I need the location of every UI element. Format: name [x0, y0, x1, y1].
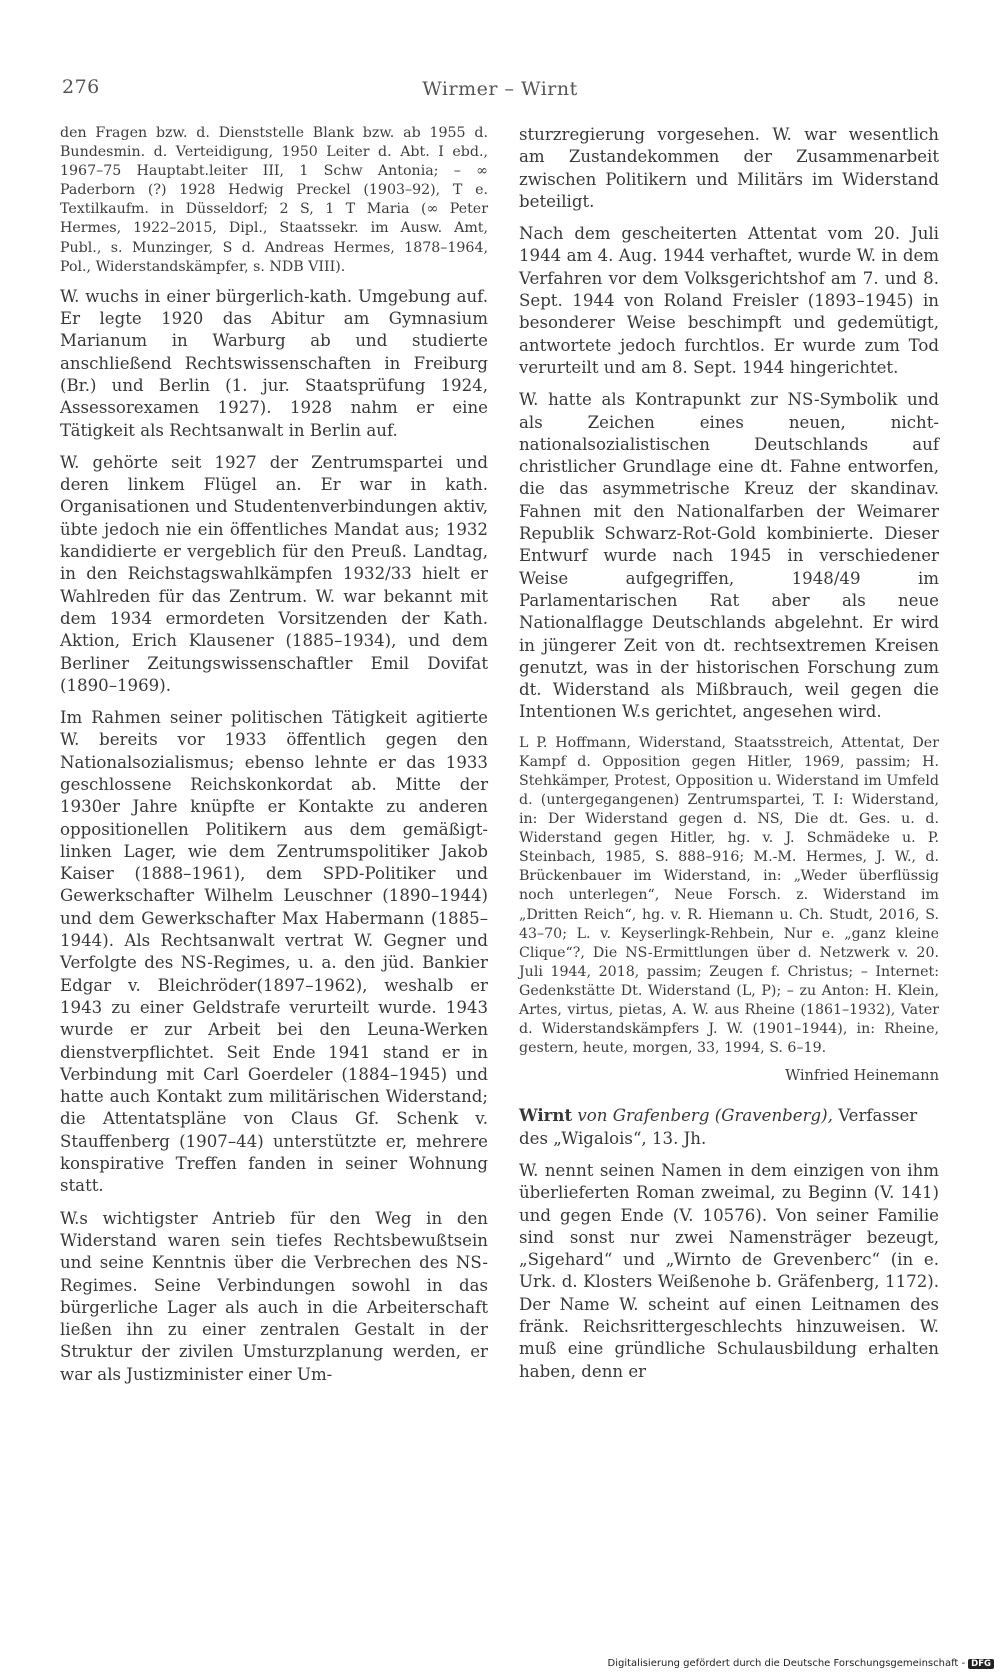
paragraph-execution: Nach dem gescheiterten Attentat vom 20. Juli 1944 am 4. Aug. 1944 verhaftet, wurde W. in dem Verfahren vor dem Volksgerichtshof am 7. und 8. Sept. 1944 von Roland Freisler (1893–1945) in besonderer Weise beschimpft und gedemütigt, antwortete jedoch furchtlos. Er wurde zum Tod verurteilt und am 8. Sept. 1944 hingerichtet.	[519, 224, 939, 377]
paragraph-zentrum: W. gehörte seit 1927 der Zentrumspartei und deren linkem Flügel an. Er war in kath. Organisationen und Studentenverbindungen aktiv, übte jedoch nie ein öffentliches Mandat aus; 1932 kandidierte er vergeblich für den Preuß. Landtag, in den Reichstagswahlkämpfen 1932/33 hielt er Wahlreden für das Zentrum. W. war bekannt mit dem 1934 ermordeten Vorsitzenden der Kath. Aktion, Erich Klausener (1885–1934), und dem Berliner Zeitungswissenschaftler Emil Dovifat (1890–1969).	[60, 452, 488, 695]
digitization-footer	[608, 1658, 994, 1669]
left-column	[60, 124, 488, 1396]
dfg-logo: DFG	[968, 1659, 994, 1669]
author-signature: Winfried Heinemann	[785, 1067, 939, 1085]
paragraph-wirnt-name: W. nennt seinen Namen in dem einzigen von ihm überlieferten Roman zweimal, zu Beginn (V. 141) und gegen Ende (V. 10576). Von seiner Familie sind sonst nur zwei Namensträger bezeugt, „Sigehard“ und „Wirnto de Grevenberc“ (in e. Urk. d. Klosters Weißenohe b. Gräfenberg, 1172). Der Name W. scheint auf einen Leitnamen des fränk. Reichsrittergeschlechts hinzuweisen. W. muß eine gründliche Schulausbildung erhalten haben, denn er	[519, 1160, 939, 1381]
paragraph-upbringing: W. wuchs in einer bürgerlich-kath. Umgebung auf. Er legte 1920 das Abitur am Gymnasium Marianum in Warburg ab und studierte anschließend Rechtswissenschaften in Freiburg (Br.) und Berlin (1. jur. Staatsprüfung 1924, Assessorexamen 1927). 1928 nahm er eine Tätigkeit als Rechtsanwalt in Berlin auf.	[60, 286, 488, 440]
entry-heading	[519, 1104, 939, 1150]
right-column	[519, 124, 939, 1393]
continued-genealogy: den Fragen bzw. d. Dienststelle Blank bzw. ab 1955 d. Bundesmin. d. Verteidigung, 1950 Leiter d. Abt. I ebd., 1967–75 Hauptabt.leiter III, 1 Schw Antonia; – ∞ Paderborn (?) 1928 Hedwig Preckel (1903–92), T e. Textilkaufm. in Düsseldorf; 2 S, 1 T Maria (∞ Peter Hermes, 1922–2015, Dipl., Staatssekr. im Ausw. Amt, Publ., s. Munzinger, S d. Andreas Hermes, 1878–1964, Pol., Widerstandskämpfer, s. NDB VIII).	[60, 125, 488, 275]
paragraph-political-activity: Im Rahmen seiner politischen Tätigkeit agitierte W. bereits vor 1933 öffentlich gegen den Nationalsozialismus; ebenso lehnte er das 1933 geschlossene Reichskonkordat ab. Mitte der 1930er Jahre knüpfte er Kontakte zu anderen oppositionellen Politikern aus dem gemäßigt-linken Lager, wie dem Zentrumspolitiker Jakob Kaiser (1888–1961), dem SPD-Politiker und Gewerkschafter Wilhelm Leuschner (1890–1944) und dem Gewerkschafter Max Habermann (1885–1944). Als Rechtsanwalt vertrat W. Gegner und Verfolgte des NS-Regimes, u. a. den jüd. Bankier Edgar v. Bleichröder(1897–1962), weshalb er 1943 zu einer Geldstrafe verurteilt wurde. 1943 wurde er zur Arbeit bei den Leuna-Werken dienstverpflichtet. Seit Ende 1941 stand er in Verbindung mit Carl Goerdeler (1884–1945) und hatte auch Kontakt zum militärischen Widerstand; die Attentatspläne von Claus Gf. Schenk v. Stauffenberg (1907–44) unterstützte er, mehrere konspirative Treffen fanden in seiner Wohnung statt.	[60, 708, 488, 1196]
entry-lemma: Wirnt	[519, 1105, 573, 1126]
literature-section: L P. Hoffmann, Widerstand, Staatsstreich, Attentat, Der Kampf d. Opposition gegen Hitler, 1969, passim; H. Stehkämper, Protest, Opposition u. Widerstand im Umfeld d. (untergegangenen) Zentrumspartei, T. I: Widerstand, in: Der Widerstand gegen d. NS, Die dt. Ges. u. d. Widerstand gegen Hitler, hg. v. J. Schmädeke u. P. Steinbach, 1985, S. 888–916; M.-M. Hermes, J. W., d. Brückenbauer im Widerstand, in: „Weder überflüssig noch unterlegen“, Neue Forsch. z. Widerstand im „Dritten Reich“, hg. v. R. Hiemann u. Ch. Studt, 2016, S. 43–70; L. v. Keyserlingk-Rehbein, Nur e. „ganz kleine Clique“?, Die NS-Ermittlungen über d. Netzwerk v. 20. Juli 1944, 2018, passim; Zeugen f. Christus; – Internet: Gedenkstätte Dt. Widerstand (L, P); – zu Anton: H. Klein, Artes, virtus, pietas, A. W. aus Rheine (1861–1932), Vater d. Widerstandskämpfers J. W. (1901–1944), in: Rheine, gestern, heute, morgen, 33, 1994, S. 6–19.	[519, 734, 939, 1057]
entry-lemma-italic: von Grafenberg (Gravenberg),	[577, 1106, 833, 1126]
paragraph-coup-government: sturzregierung vorgesehen. W. war wesentlich am Zustandekommen der Zusammenarbeit zwischen Politikern und Militärs im Widerstand beteiligt.	[519, 125, 939, 211]
entry-description: Verfasser des „Wigalois“, 13. Jh.	[519, 1106, 918, 1148]
page-number: 276	[62, 76, 100, 98]
running-head: Wirmer – Wirnt	[422, 78, 578, 100]
footer-text: Digitalisierung gefördert durch die Deutsche Forschungsgemeinschaft -	[607, 1658, 966, 1669]
paragraph-flag: W. hatte als Kontrapunkt zur NS-Symbolik und als Zeichen eines neuen, nicht-nationalsozialistischen Deutschlands auf christlicher Grundlage eine dt. Fahne entworfen, die das asymmetrische Kreuz der skandinav. Fahnen mit den Nationalfarben der Weimarer Republik Schwarz-Rot-Gold kombinierte. Dieser Entwurf wurde nach 1945 in verschiedener Weise aufgegriffen, 1948/49 im Parlamentarischen Rat aber als neue Nationalflagge Deutschlands abgelehnt. Er wird in jüngerer Zeit von dt. rechtsextremen Kreisen genutzt, was in der historischen Forschung zum dt. Widerstand als Mißbrauch, weil gegen die Intentionen W.s gerichtet, angesehen wird.	[519, 390, 939, 722]
paragraph-motivation: W.s wichtigster Antrieb für den Weg in den Widerstand waren sein tiefes Rechtsbewußtsein und seine Kenntnis über die Verbrechen des NS-Regimes. Seine Verbindungen sowohl in das bürgerliche Lager als auch in die Arbeiterschaft ließen ihn zu einer zentralen Gestalt in der Struktur der zivilen Umsturzplanung werden, er war als Justizminister einer Um-	[60, 1208, 488, 1384]
